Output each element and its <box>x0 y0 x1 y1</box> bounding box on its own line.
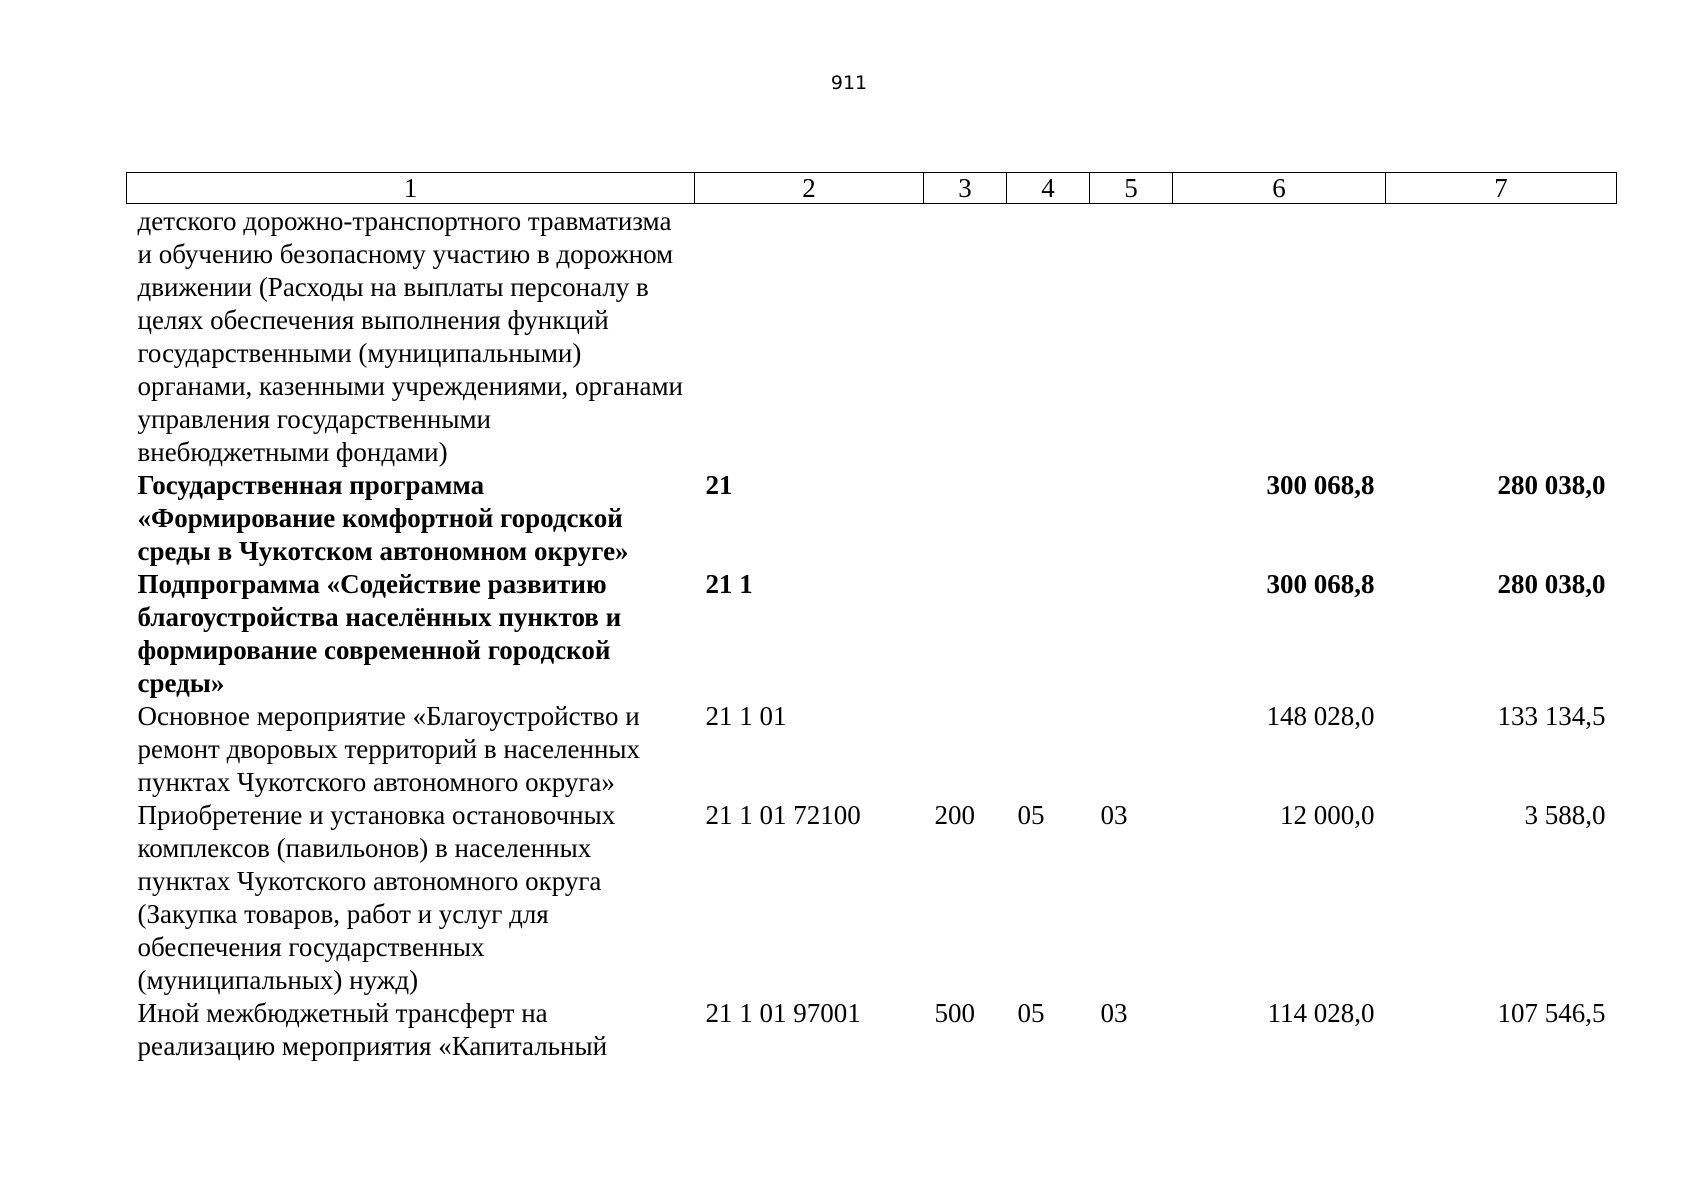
row-rz: 05 <box>1017 998 1045 1028</box>
row-code: 21 <box>705 470 733 500</box>
table-row <box>127 469 1617 568</box>
column-header-3: 3 <box>924 173 1007 204</box>
table-row <box>127 204 1617 470</box>
row-sum-col7 <box>1386 204 1617 470</box>
row-name: детского дорожно-транспортного травматизма и обучению безопасному участию в дорожном движении (Расходы на выплаты персоналу в целях обеспечения выполнения функций государственными (муниципальными) органами, казенными учреждениями, органами управления государственными внебюджетными фондами) <box>137 206 684 467</box>
column-header-4: 4 <box>1007 173 1090 204</box>
row-vr <box>924 204 1007 470</box>
row-code: 21 1 <box>705 569 753 599</box>
table-row <box>127 997 1617 1063</box>
row-name: Приобретение и установка остановочных комплексов (павильонов) в населенных пунктах Чукотского автономного округа (Закупка товаров, работ и услуг для обеспечения государственных (муниципальных) нужд) <box>137 800 616 995</box>
column-header-6: 6 <box>1173 173 1386 204</box>
row-sum-col7: 280 038,0 <box>1497 470 1606 500</box>
row-pr <box>1090 700 1173 799</box>
row-code: 21 1 01 72100 <box>705 800 861 830</box>
row-name: Иной межбюджетный трансферт на реализацию мероприятия «Капитальный <box>137 998 608 1061</box>
row-code <box>695 204 924 470</box>
row-sum-col7: 280 038,0 <box>1497 569 1606 599</box>
column-header-7: 7 <box>1386 173 1617 204</box>
row-name: Основное мероприятие «Благоустройство и ремонт дворовых территорий в населенных пунктах Чукотского автономного округа» <box>137 701 641 797</box>
row-rz: 05 <box>1017 800 1045 830</box>
row-sum-col6: 300 068,8 <box>1266 470 1375 500</box>
row-vr: 200 <box>934 800 975 830</box>
row-sum-col7: 133 134,5 <box>1497 701 1606 731</box>
row-pr <box>1090 469 1173 568</box>
table-body <box>127 204 1617 1064</box>
column-header-5: 5 <box>1090 173 1173 204</box>
table-row <box>127 700 1617 799</box>
page-number: 911 <box>830 72 868 94</box>
row-rz <box>1007 700 1090 799</box>
row-pr: 03 <box>1100 998 1128 1028</box>
row-vr: 500 <box>934 998 975 1028</box>
budget-table <box>126 172 1617 1063</box>
row-rz <box>1007 469 1090 568</box>
column-header-1: 1 <box>127 173 695 204</box>
table-row <box>127 568 1617 700</box>
table-row <box>127 799 1617 997</box>
row-name: Подпрограмма «Содействие развитию благоустройства населённых пунктов и формирование современной городской среды» <box>137 569 622 698</box>
row-code: 21 1 01 97001 <box>705 998 861 1028</box>
row-rz <box>1007 568 1090 700</box>
row-pr <box>1090 204 1173 470</box>
row-pr <box>1090 568 1173 700</box>
row-pr: 03 <box>1100 800 1128 830</box>
row-rz <box>1007 204 1090 470</box>
row-sum-col6: 300 068,8 <box>1266 569 1375 599</box>
header-row <box>127 173 1617 204</box>
row-vr <box>924 469 1007 568</box>
row-code: 21 1 01 <box>705 701 787 731</box>
row-sum-col7: 107 546,5 <box>1497 998 1606 1028</box>
row-sum-col6: 148 028,0 <box>1266 701 1375 731</box>
row-sum-col6: 114 028,0 <box>1267 998 1375 1028</box>
row-sum-col6 <box>1173 204 1386 470</box>
row-vr <box>924 700 1007 799</box>
row-vr <box>924 568 1007 700</box>
row-sum-col7: 3 588,0 <box>1524 800 1606 830</box>
row-name: Государственная программа «Формирование комфортной городской среды в Чукотском автономном округе» <box>137 470 629 566</box>
table-header <box>127 173 1617 204</box>
row-sum-col6: 12 000,0 <box>1280 800 1375 830</box>
column-header-2: 2 <box>695 173 924 204</box>
